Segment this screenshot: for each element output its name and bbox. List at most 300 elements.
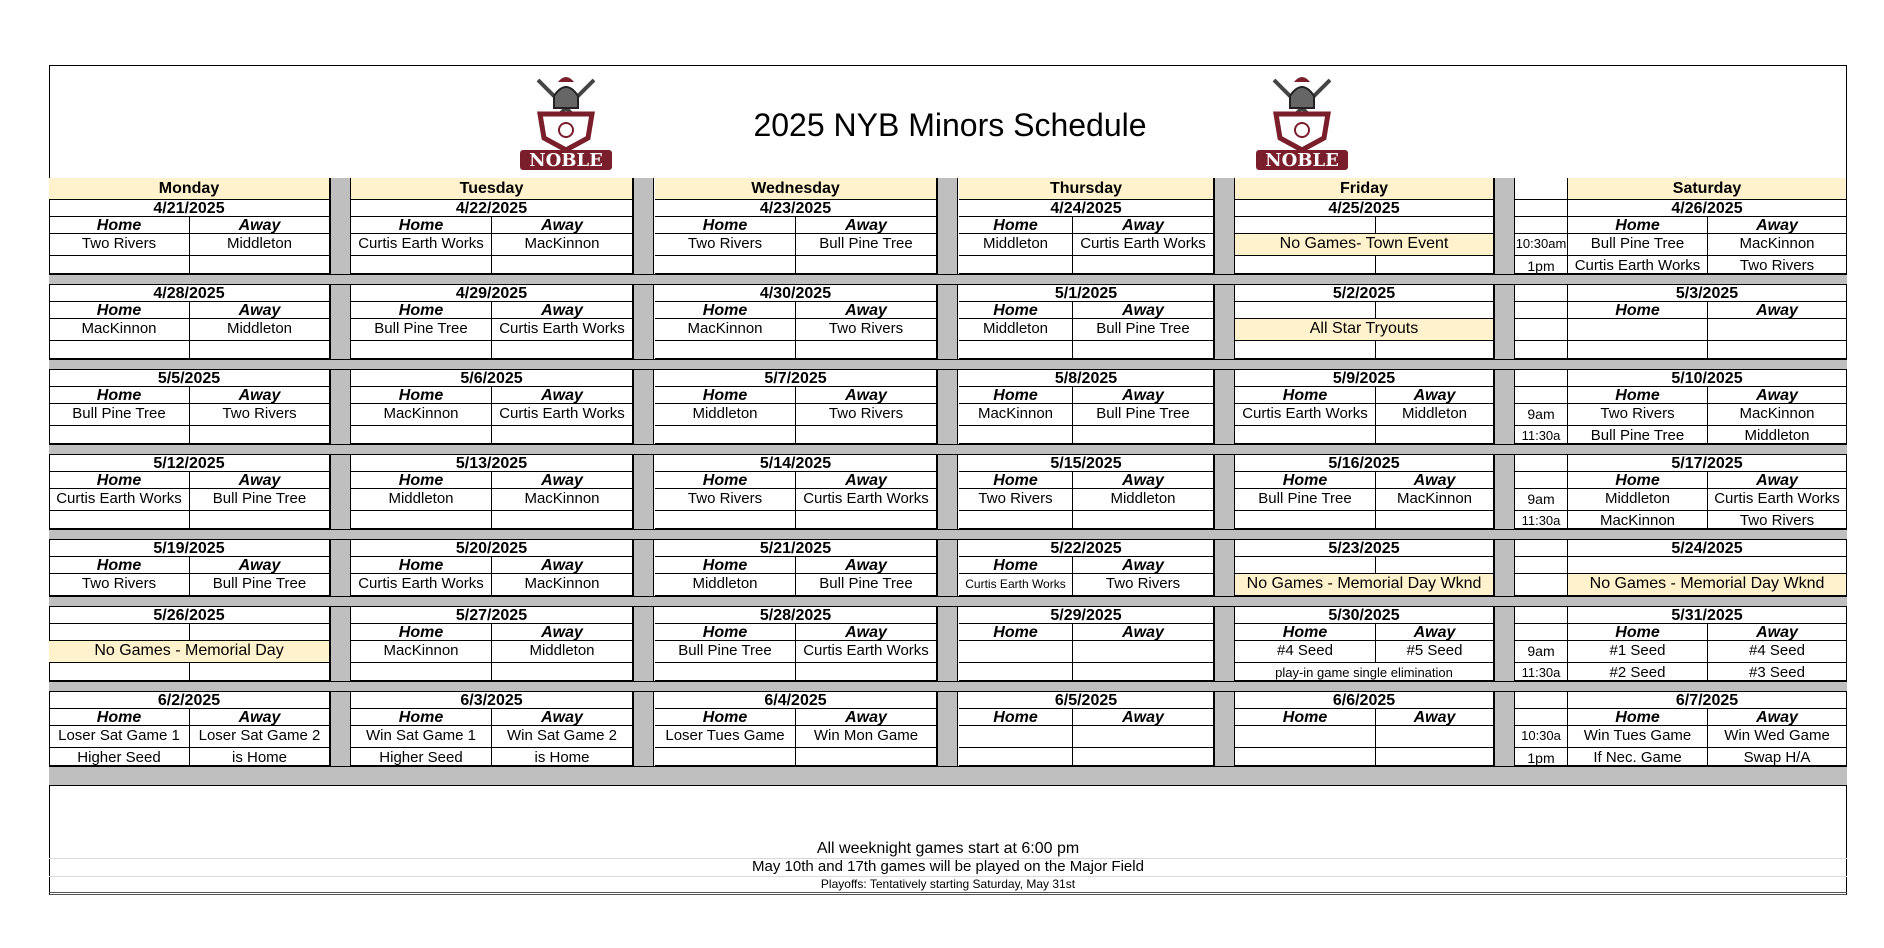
empty-cell — [49, 624, 190, 641]
gutter-separator — [330, 692, 351, 766]
game-time: 11:30a — [1515, 663, 1568, 681]
week-separator — [49, 444, 1847, 455]
home-label: Home — [351, 302, 492, 319]
date-cell: 5/5/2025 — [49, 370, 330, 387]
date-cell: 4/22/2025 — [351, 200, 633, 217]
away-team: Swap H/A — [1708, 748, 1847, 766]
home-label: Home — [1235, 709, 1376, 726]
empty-cell — [1376, 511, 1494, 529]
home-team: Higher Seed — [49, 748, 190, 766]
away-team: Bull Pine Tree — [796, 574, 937, 596]
away-team: Curtis Earth Works — [796, 641, 937, 663]
footer-note-playoffs: Playoffs: Tentatively starting Saturday, May 31st — [49, 876, 1847, 893]
gutter-separator — [937, 200, 958, 274]
home-team: #1 Seed — [1568, 641, 1708, 663]
gutter-separator — [633, 607, 654, 681]
away-team: MacKinnon — [492, 574, 633, 596]
empty-cell — [1568, 319, 1708, 341]
empty-cell — [796, 511, 937, 529]
gutter-separator — [937, 607, 958, 681]
week-separator — [49, 596, 1847, 607]
saturday-time-cell — [1515, 319, 1568, 341]
gutter-separator — [937, 285, 958, 359]
away-label: Away — [190, 709, 330, 726]
gutter-separator — [1494, 540, 1515, 596]
home-label: Home — [655, 557, 796, 574]
empty-cell — [492, 426, 633, 444]
gutter-separator — [937, 540, 958, 596]
date-cell: 5/16/2025 — [1235, 455, 1494, 472]
week-6-saturday-time-cell — [1515, 607, 1568, 624]
date-cell: 5/3/2025 — [1568, 285, 1847, 302]
date-cell: 4/21/2025 — [49, 200, 330, 217]
away-label: Away — [796, 302, 937, 319]
gutter-separator — [1214, 607, 1235, 681]
empty-cell — [1235, 341, 1376, 359]
home-label: Home — [351, 217, 492, 234]
empty-cell — [655, 426, 796, 444]
home-label: Home — [655, 217, 796, 234]
empty-cell — [959, 426, 1073, 444]
away-label: Away — [190, 472, 330, 489]
away-team: Win Mon Game — [796, 726, 937, 748]
away-team: Two Rivers — [796, 404, 937, 426]
empty-cell — [959, 511, 1073, 529]
home-team: Two Rivers — [655, 489, 796, 511]
game-time: 1pm — [1515, 748, 1568, 766]
empty-cell — [959, 663, 1073, 681]
home-label: Home — [49, 472, 190, 489]
date-cell: 6/7/2025 — [1568, 692, 1847, 709]
gutter-separator — [937, 178, 958, 200]
saturday-time-cell — [1515, 624, 1568, 641]
logo-text: NOBLE — [529, 150, 603, 171]
home-label: Home — [49, 302, 190, 319]
away-team: Two Rivers — [1073, 574, 1214, 596]
home-label: Home — [655, 302, 796, 319]
empty-cell — [1376, 341, 1494, 359]
away-label: Away — [796, 472, 937, 489]
away-team: is Home — [492, 748, 633, 766]
away-label: Away — [796, 624, 937, 641]
date-cell: 6/2/2025 — [49, 692, 330, 709]
game-time: 1pm — [1515, 256, 1568, 274]
date-cell: 5/22/2025 — [959, 540, 1214, 557]
saturday-time-cell — [1515, 557, 1568, 574]
empty-cell — [1073, 663, 1214, 681]
page-title: 2025 NYB Minors Schedule — [753, 107, 1147, 143]
empty-cell — [351, 663, 492, 681]
empty-cell — [1376, 302, 1494, 319]
game-time: 9am — [1515, 404, 1568, 426]
home-team: Bull Pine Tree — [1235, 489, 1376, 511]
away-team: Middleton — [492, 641, 633, 663]
away-label: Away — [1073, 709, 1214, 726]
home-label: Home — [959, 624, 1073, 641]
home-team: Bull Pine Tree — [655, 641, 796, 663]
home-team: MacKinnon — [959, 404, 1073, 426]
away-label: Away — [492, 302, 633, 319]
date-cell: 5/12/2025 — [49, 455, 330, 472]
date-cell: 5/6/2025 — [351, 370, 633, 387]
date-cell: 6/6/2025 — [1235, 692, 1494, 709]
saturday-time-header — [1515, 178, 1568, 200]
date-cell: 5/28/2025 — [655, 607, 937, 624]
empty-cell — [1568, 341, 1708, 359]
away-label: Away — [492, 217, 633, 234]
empty-cell — [492, 341, 633, 359]
empty-cell — [796, 663, 937, 681]
saturday-time-cell — [1515, 387, 1568, 404]
gutter-separator — [330, 370, 351, 444]
empty-cell — [959, 341, 1073, 359]
gutter-separator — [633, 692, 654, 766]
day-header-friday: Friday — [1235, 178, 1494, 200]
game-time: 10:30a — [1515, 726, 1568, 748]
date-cell: 4/29/2025 — [351, 285, 633, 302]
away-label: Away — [190, 302, 330, 319]
date-cell: 5/26/2025 — [49, 607, 330, 624]
home-team: Bull Pine Tree — [49, 404, 190, 426]
date-cell: 5/20/2025 — [351, 540, 633, 557]
away-team: Two Rivers — [1708, 511, 1847, 529]
home-team: Curtis Earth Works — [1235, 404, 1376, 426]
date-cell: 5/7/2025 — [655, 370, 937, 387]
away-team: Curtis Earth Works — [492, 404, 633, 426]
home-team: Bull Pine Tree — [351, 319, 492, 341]
home-label: Home — [1235, 387, 1376, 404]
gutter-separator — [1494, 692, 1515, 766]
date-cell: 4/28/2025 — [49, 285, 330, 302]
home-team: #4 Seed — [1235, 641, 1376, 663]
date-cell: 5/8/2025 — [959, 370, 1214, 387]
home-label: Home — [351, 472, 492, 489]
date-cell: 5/29/2025 — [959, 607, 1214, 624]
empty-cell — [1235, 256, 1376, 274]
empty-cell — [1235, 557, 1376, 574]
date-cell: 4/24/2025 — [959, 200, 1214, 217]
away-label: Away — [1376, 709, 1494, 726]
no-games-note: No Games - Memorial Day Wknd — [1568, 574, 1847, 596]
empty-cell — [49, 511, 190, 529]
away-label: Away — [492, 387, 633, 404]
away-label: Away — [492, 709, 633, 726]
empty-cell — [49, 426, 190, 444]
away-label: Away — [492, 557, 633, 574]
home-label: Home — [49, 709, 190, 726]
home-team: Curtis Earth Works — [959, 574, 1073, 596]
home-team: Middleton — [351, 489, 492, 511]
home-team: Middleton — [655, 404, 796, 426]
empty-cell — [351, 341, 492, 359]
gutter-separator — [330, 178, 351, 200]
home-label: Home — [1235, 472, 1376, 489]
home-team: Two Rivers — [959, 489, 1073, 511]
week-separator — [49, 766, 1847, 786]
empty-cell — [1235, 426, 1376, 444]
home-label: Home — [1235, 624, 1376, 641]
gutter-separator — [1214, 455, 1235, 529]
away-label: Away — [1073, 624, 1214, 641]
gutter-separator — [1494, 370, 1515, 444]
home-label: Home — [1568, 472, 1708, 489]
date-cell: 5/24/2025 — [1568, 540, 1847, 557]
home-label: Home — [351, 624, 492, 641]
playoff-note: play-in game single elimination — [1235, 663, 1494, 681]
home-team: Curtis Earth Works — [351, 574, 492, 596]
empty-cell — [1073, 726, 1214, 748]
away-team: Middleton — [1376, 404, 1494, 426]
home-team: Middleton — [655, 574, 796, 596]
home-team: #2 Seed — [1568, 663, 1708, 681]
away-label: Away — [190, 557, 330, 574]
date-cell: 4/26/2025 — [1568, 200, 1847, 217]
date-cell: 5/1/2025 — [959, 285, 1214, 302]
saturday-time-cell — [1515, 472, 1568, 489]
gutter-separator — [1214, 200, 1235, 274]
empty-cell — [190, 426, 330, 444]
empty-cell — [1708, 341, 1847, 359]
gutter-separator — [1494, 200, 1515, 274]
away-label: Away — [492, 472, 633, 489]
home-label: Home — [49, 217, 190, 234]
home-team: MacKinnon — [655, 319, 796, 341]
home-team: If Nec. Game — [1568, 748, 1708, 766]
empty-cell — [1235, 217, 1376, 234]
gutter-separator — [330, 607, 351, 681]
gutter-separator — [937, 692, 958, 766]
date-cell: 5/10/2025 — [1568, 370, 1847, 387]
away-team: #3 Seed — [1708, 663, 1847, 681]
away-team: Bull Pine Tree — [190, 574, 330, 596]
empty-cell — [796, 426, 937, 444]
away-label: Away — [1708, 387, 1847, 404]
home-team: Two Rivers — [49, 574, 190, 596]
home-team: Two Rivers — [1568, 404, 1708, 426]
away-label: Away — [1708, 709, 1847, 726]
gutter-separator — [1494, 178, 1515, 200]
away-label: Away — [1376, 472, 1494, 489]
home-label: Home — [655, 624, 796, 641]
empty-cell — [190, 341, 330, 359]
noble-logo-right — [1252, 72, 1352, 172]
empty-cell — [655, 748, 796, 766]
away-label: Away — [1073, 302, 1214, 319]
away-team: MacKinnon — [492, 234, 633, 256]
away-label: Away — [190, 217, 330, 234]
away-label: Away — [796, 217, 937, 234]
away-team: Middleton — [1708, 426, 1847, 444]
home-label: Home — [959, 557, 1073, 574]
gutter-separator — [633, 178, 654, 200]
date-cell: 4/25/2025 — [1235, 200, 1494, 217]
date-cell: 5/2/2025 — [1235, 285, 1494, 302]
home-team: Loser Tues Game — [655, 726, 796, 748]
empty-cell — [959, 748, 1073, 766]
empty-cell — [655, 256, 796, 274]
day-header-saturday: Saturday — [1568, 178, 1847, 200]
week-1-saturday-time-cell — [1515, 200, 1568, 217]
empty-cell — [1568, 557, 1847, 574]
gutter-separator — [1214, 370, 1235, 444]
week-separator — [49, 274, 1847, 285]
home-team: Middleton — [1568, 489, 1708, 511]
empty-cell — [1376, 557, 1494, 574]
empty-cell — [351, 256, 492, 274]
home-team: MacKinnon — [1568, 511, 1708, 529]
away-team: Bull Pine Tree — [796, 234, 937, 256]
home-team: Curtis Earth Works — [49, 489, 190, 511]
empty-cell — [1073, 256, 1214, 274]
empty-cell — [1376, 726, 1494, 748]
gutter-separator — [330, 285, 351, 359]
empty-cell — [959, 641, 1073, 663]
day-header-tuesday: Tuesday — [351, 178, 633, 200]
away-label: Away — [796, 709, 937, 726]
home-label: Home — [1568, 709, 1708, 726]
no-games-note: No Games - Memorial Day Wknd — [1235, 574, 1494, 596]
away-label: Away — [1073, 387, 1214, 404]
away-label: Away — [1708, 472, 1847, 489]
home-label: Home — [1568, 387, 1708, 404]
home-label: Home — [1568, 302, 1708, 319]
saturday-time-cell — [1515, 341, 1568, 359]
gutter-separator — [633, 200, 654, 274]
week-5-saturday-time-cell — [1515, 540, 1568, 557]
home-label: Home — [959, 217, 1073, 234]
home-label: Home — [1568, 624, 1708, 641]
week-separator — [49, 681, 1847, 692]
away-label: Away — [1708, 217, 1847, 234]
home-label: Home — [655, 472, 796, 489]
empty-cell — [492, 256, 633, 274]
empty-cell — [1235, 748, 1376, 766]
week-separator — [49, 529, 1847, 540]
empty-cell — [796, 341, 937, 359]
away-label: Away — [796, 557, 937, 574]
away-label: Away — [796, 387, 937, 404]
gutter-separator — [937, 370, 958, 444]
home-team: Bull Pine Tree — [1568, 234, 1708, 256]
home-label: Home — [49, 387, 190, 404]
date-cell: 6/4/2025 — [655, 692, 937, 709]
day-header-thursday: Thursday — [959, 178, 1214, 200]
week-3-saturday-time-cell — [1515, 370, 1568, 387]
date-cell: 5/30/2025 — [1235, 607, 1494, 624]
away-label: Away — [1376, 387, 1494, 404]
away-team: Two Rivers — [1708, 256, 1847, 274]
gutter-separator — [1214, 692, 1235, 766]
gutter-separator — [1214, 540, 1235, 596]
away-team: Curtis Earth Works — [796, 489, 937, 511]
away-team: Win Wed Game — [1708, 726, 1847, 748]
date-cell: 5/14/2025 — [655, 455, 937, 472]
away-label: Away — [1073, 217, 1214, 234]
home-team: MacKinnon — [351, 404, 492, 426]
away-label: Away — [1073, 472, 1214, 489]
no-games-note: No Games- Town Event — [1235, 234, 1494, 256]
empty-cell — [351, 426, 492, 444]
away-team: MacKinnon — [492, 489, 633, 511]
away-team: Curtis Earth Works — [1708, 489, 1847, 511]
home-team: Two Rivers — [655, 234, 796, 256]
gutter-separator — [633, 285, 654, 359]
game-time: 11:30a — [1515, 426, 1568, 444]
day-header-monday: Monday — [49, 178, 330, 200]
home-team: Win Sat Game 1 — [351, 726, 492, 748]
date-cell: 5/15/2025 — [959, 455, 1214, 472]
gutter-separator — [633, 540, 654, 596]
gutter-separator — [330, 540, 351, 596]
home-label: Home — [959, 302, 1073, 319]
date-cell: 5/21/2025 — [655, 540, 937, 557]
date-cell: 5/31/2025 — [1568, 607, 1847, 624]
week-2-saturday-time-cell — [1515, 285, 1568, 302]
empty-cell — [1376, 256, 1494, 274]
saturday-time-cell — [1515, 574, 1568, 596]
home-team: Curtis Earth Works — [351, 234, 492, 256]
empty-cell — [796, 256, 937, 274]
game-time: 10:30am — [1515, 234, 1568, 256]
date-cell: 6/3/2025 — [351, 692, 633, 709]
empty-cell — [1073, 341, 1214, 359]
saturday-time-cell — [1515, 302, 1568, 319]
no-games-note: No Games - Memorial Day — [49, 641, 330, 663]
gutter-separator — [937, 455, 958, 529]
away-team: MacKinnon — [1376, 489, 1494, 511]
empty-cell — [1376, 426, 1494, 444]
home-label: Home — [351, 709, 492, 726]
home-team: Curtis Earth Works — [1568, 256, 1708, 274]
empty-cell — [959, 726, 1073, 748]
game-time: 9am — [1515, 489, 1568, 511]
away-team: Bull Pine Tree — [1073, 319, 1214, 341]
away-team: MacKinnon — [1708, 404, 1847, 426]
no-games-note: All Star Tryouts — [1235, 319, 1494, 341]
away-team: Curtis Earth Works — [1073, 234, 1214, 256]
away-team: Middleton — [1073, 489, 1214, 511]
empty-cell — [1235, 302, 1376, 319]
home-label: Home — [959, 709, 1073, 726]
footer-note-start-time: All weeknight games start at 6:00 pm — [49, 838, 1847, 859]
away-team: MacKinnon — [1708, 234, 1847, 256]
empty-cell — [655, 511, 796, 529]
date-cell: 4/30/2025 — [655, 285, 937, 302]
date-cell: 5/17/2025 — [1568, 455, 1847, 472]
empty-cell — [1376, 217, 1494, 234]
home-label: Home — [49, 557, 190, 574]
away-team: Win Sat Game 2 — [492, 726, 633, 748]
date-cell: 5/13/2025 — [351, 455, 633, 472]
date-cell: 5/27/2025 — [351, 607, 633, 624]
logo-text: NOBLE — [1265, 150, 1339, 171]
gutter-separator — [633, 455, 654, 529]
gutter-separator — [1494, 455, 1515, 529]
home-team: Win Tues Game — [1568, 726, 1708, 748]
away-team: #4 Seed — [1708, 641, 1847, 663]
empty-cell — [1235, 726, 1376, 748]
away-team: Middleton — [190, 319, 330, 341]
away-label: Away — [190, 387, 330, 404]
empty-cell — [1073, 511, 1214, 529]
away-team: Bull Pine Tree — [190, 489, 330, 511]
home-team: Two Rivers — [49, 234, 190, 256]
home-team: Higher Seed — [351, 748, 492, 766]
empty-cell — [1073, 641, 1214, 663]
home-label: Home — [959, 472, 1073, 489]
empty-cell — [190, 624, 330, 641]
gutter-separator — [1214, 285, 1235, 359]
